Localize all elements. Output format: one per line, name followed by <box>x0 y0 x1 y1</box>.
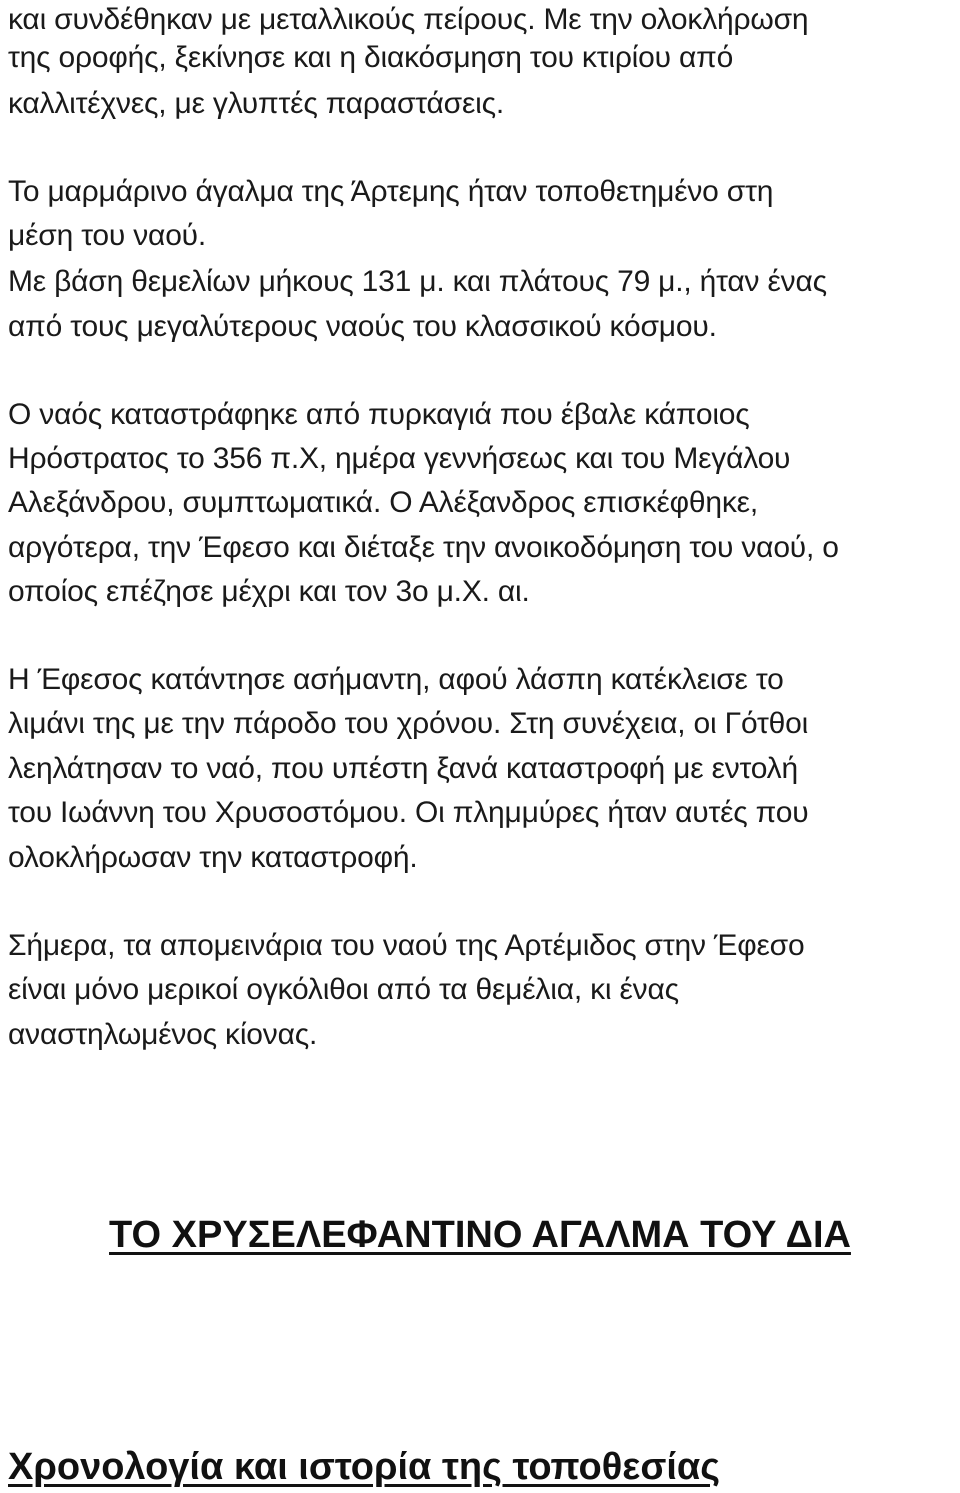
text-line: του Ιωάννη του Χρυσοστόμου. Οι πλημμύρες ήταν αυτές που <box>8 796 809 829</box>
main-heading: ΤΟ ΧΡΥΣΕΛΕΦΑΝΤΙΝΟ ΑΓΑΛΜΑ ΤΟΥ ΔΙΑ <box>109 1214 851 1256</box>
text-line: οποίος επέζησε μέχρι και τον 3ο μ.Χ. αι. <box>8 575 530 608</box>
text-line: Με βάση θεμελίων μήκους 131 μ. και πλάτους 79 μ., ήταν ένας <box>8 265 827 298</box>
text-line: Ο ναός καταστράφηκε από πυρκαγιά που έβαλε κάποιος <box>8 398 750 431</box>
text-line: μέση του ναού. <box>8 219 207 252</box>
text-line: Σήμερα, τα απομεινάρια του ναού της Αρτέμιδος στην Έφεσο <box>8 929 805 962</box>
section-heading: Χρονολογία και ιστορία της τοποθεσίας <box>8 1446 720 1488</box>
text-line: καλλιτέχνες, με γλυπτές παραστάσεις. <box>8 87 504 120</box>
text-line: ολοκλήρωσαν την καταστροφή. <box>8 841 418 874</box>
text-line: και συνδέθηκαν με μεταλλικούς πείρους. Με την ολοκλήρωση <box>8 3 809 36</box>
text-line: λιμάνι της με την πάροδο του χρόνου. Στη συνέχεια, οι Γότθοι <box>8 707 809 740</box>
text-line: είναι μόνο μερικοί ογκόλιθοι από τα θεμέλια, κι ένας <box>8 973 679 1006</box>
text-line: αργότερα, την Έφεσο και διέταξε την ανοικοδόμηση του ναού, ο <box>8 531 839 564</box>
text-line: της οροφής, ξεκίνησε και η διακόσμηση του κτιρίου από <box>8 41 734 74</box>
text-line: Αλεξάνδρου, συμπτωματικά. Ο Αλέξανδρος επισκέφθηκε, <box>8 486 758 519</box>
text-line: από τους μεγαλύτερους ναούς του κλασσικού κόσμου. <box>8 310 717 343</box>
text-line: Το μαρμάρινο άγαλμα της Άρτεμης ήταν τοποθετημένο στη <box>8 175 774 208</box>
text-line: Ηρόστρατος το 356 π.Χ, ημέρα γεννήσεως και του Μεγάλου <box>8 442 791 475</box>
text-line: λεηλάτησαν το ναό, που υπέστη ξανά καταστροφή με εντολή <box>8 752 798 785</box>
text-line: Η Έφεσος κατάντησε ασήμαντη, αφού λάσπη κατέκλεισε το <box>8 663 784 696</box>
text-line: αναστηλωμένος κίονας. <box>8 1018 318 1051</box>
